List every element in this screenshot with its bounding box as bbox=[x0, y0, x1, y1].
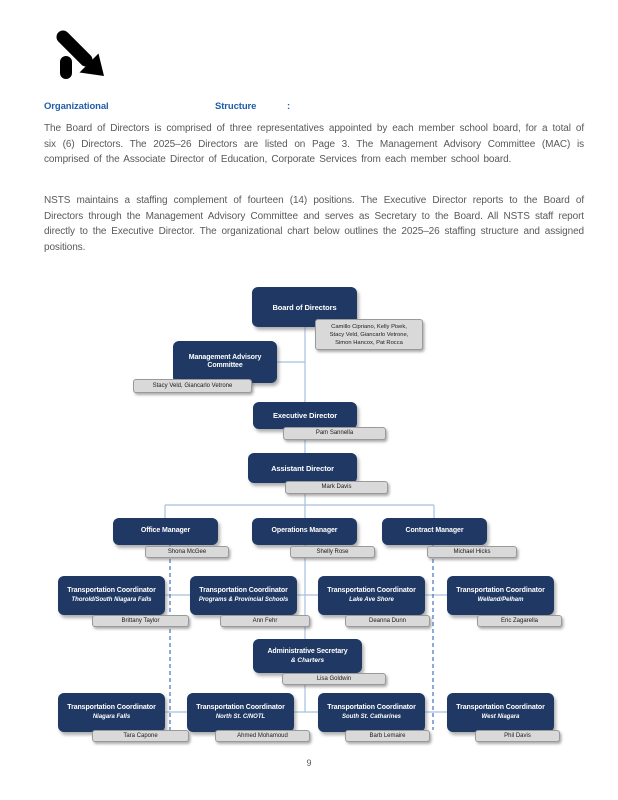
org-box-title: Transportation Coordinator bbox=[327, 704, 416, 711]
name-plate-tc-lakeshore: Deanna Dunn bbox=[345, 615, 430, 627]
org-box-admin-secretary bbox=[253, 639, 362, 673]
name-plate-tc-welland: Eric Zagarella bbox=[477, 615, 562, 627]
org-box-tc-programs bbox=[190, 576, 297, 615]
org-box-tc-south-stc bbox=[318, 693, 425, 732]
org-box-subtitle: & Charters bbox=[290, 657, 325, 664]
org-box-tc-niagara-falls bbox=[58, 693, 165, 732]
name-plate-operations-manager: Shelly Rose bbox=[290, 546, 375, 558]
org-box-tc-west-niagara bbox=[447, 693, 554, 732]
down-right-arrow-icon bbox=[52, 30, 132, 82]
org-box-subtitle: North St. C/NOTL bbox=[215, 713, 266, 720]
board-member-line: Stacy Veld, Giancarlo Vetrone, bbox=[329, 331, 409, 338]
org-box-subtitle: Welland/Pelham bbox=[477, 596, 524, 603]
org-box-title: Contract Manager bbox=[405, 527, 464, 535]
name-plate-assistant-director: Mark Davis bbox=[285, 481, 388, 494]
org-box-tc-welland bbox=[447, 576, 554, 615]
name-plate-admin-secretary: Lisa Goldwin bbox=[282, 673, 386, 685]
org-box-subtitle: Thorold/South Niagara Falls bbox=[71, 596, 152, 603]
heading-colon: : bbox=[287, 101, 291, 112]
org-box-subtitle: South St. Catharines bbox=[341, 713, 401, 720]
name-plate-tc-thorold: Brittany Taylor bbox=[92, 615, 189, 627]
org-box-tc-north-stc bbox=[187, 693, 294, 732]
org-box-title: Office Manager bbox=[140, 527, 191, 535]
org-box-subtitle: Lake Ave Shore bbox=[349, 596, 394, 603]
org-box-office-manager bbox=[113, 518, 218, 545]
name-plate-office-manager: Shona McGee bbox=[145, 546, 229, 558]
org-box-tc-thorold bbox=[58, 576, 165, 615]
name-plate-tc-south-stc: Barb Lemaire bbox=[345, 730, 430, 742]
name-plate-contract-manager: Michael Hicks bbox=[427, 546, 517, 558]
org-box-title: Transportation Coordinator bbox=[199, 587, 288, 594]
heading-word-2: Structure bbox=[215, 101, 257, 112]
name-plate-tc-programs: Ann Fehr bbox=[220, 615, 310, 627]
board-member-line: Simon Hancox, Pat Rocca bbox=[335, 339, 403, 346]
org-box-title: Administrative Secretary bbox=[267, 647, 348, 655]
org-box-title: Transportation Coordinator bbox=[456, 587, 545, 594]
name-plate-mac: Stacy Veld, Giancarlo Vetrone bbox=[133, 379, 252, 393]
org-box-contract-manager bbox=[382, 518, 487, 545]
org-box-tc-lakeshore bbox=[318, 576, 425, 615]
paragraph-board-of-directors: The Board of Directors is comprised of three representatives appointed by each member school board, for a total of six (6) Directors. The 2025–26 Directors are listed on Page 3. The Management Advisory Committee (MAC) is comprised of the Associate Director of Education, Corporate Services from each member school board. bbox=[44, 123, 584, 166]
org-box-management-advisory-committee bbox=[173, 341, 277, 383]
name-plate-tc-niagara-falls: Tara Capone bbox=[92, 730, 189, 742]
org-box-operations-manager bbox=[252, 518, 357, 545]
name-plate-tc-west-niagara: Phil Davis bbox=[475, 730, 560, 742]
org-box-subtitle: Niagara Falls bbox=[92, 713, 131, 720]
org-box-title: Transportation Coordinator bbox=[67, 704, 156, 711]
org-box-title: Operations Manager bbox=[271, 527, 338, 535]
section-heading bbox=[44, 101, 444, 115]
heading-word-1: Organizational bbox=[44, 101, 109, 112]
page-number: 9 bbox=[306, 758, 312, 768]
org-box-executive-director bbox=[253, 402, 357, 429]
org-box-title: Transportation Coordinator bbox=[196, 704, 285, 711]
org-box-subtitle: Programs & Provincial Schools bbox=[198, 596, 289, 603]
org-box-title: Transportation Coordinator bbox=[327, 587, 416, 594]
org-box-title: Transportation Coordinator bbox=[67, 587, 156, 594]
org-chart bbox=[0, 278, 618, 758]
paragraph-staffing: NSTS maintains a staffing complement of fourteen (14) positions. The Executive Director reports to the Board of Directors through the Management Advisory Committee and serves as Secretary to the Board. All NSTS staff report directly to the Executive Director. The organizational chart below outlines the 2025–26 staffing structure and assigned positions. bbox=[44, 195, 584, 253]
org-box-subtitle: West Niagara bbox=[481, 713, 520, 720]
org-box-title: Assistant Director bbox=[271, 463, 334, 473]
org-box-title: Management Advisory Committee bbox=[188, 353, 262, 369]
name-plate-tc-north-stc: Ahmed Mohamoud bbox=[215, 730, 310, 742]
name-plate-board-members bbox=[315, 319, 423, 350]
name-plate-executive-director: Pam Sannella bbox=[283, 427, 386, 440]
org-box-assistant-director bbox=[248, 453, 357, 483]
org-box-title: Executive Director bbox=[272, 411, 338, 420]
org-box-title: Board of Directors bbox=[272, 302, 337, 312]
org-box-title: Transportation Coordinator bbox=[456, 704, 545, 711]
board-member-line: Camillo Cipriano, Kelly Pisek, bbox=[331, 323, 407, 330]
